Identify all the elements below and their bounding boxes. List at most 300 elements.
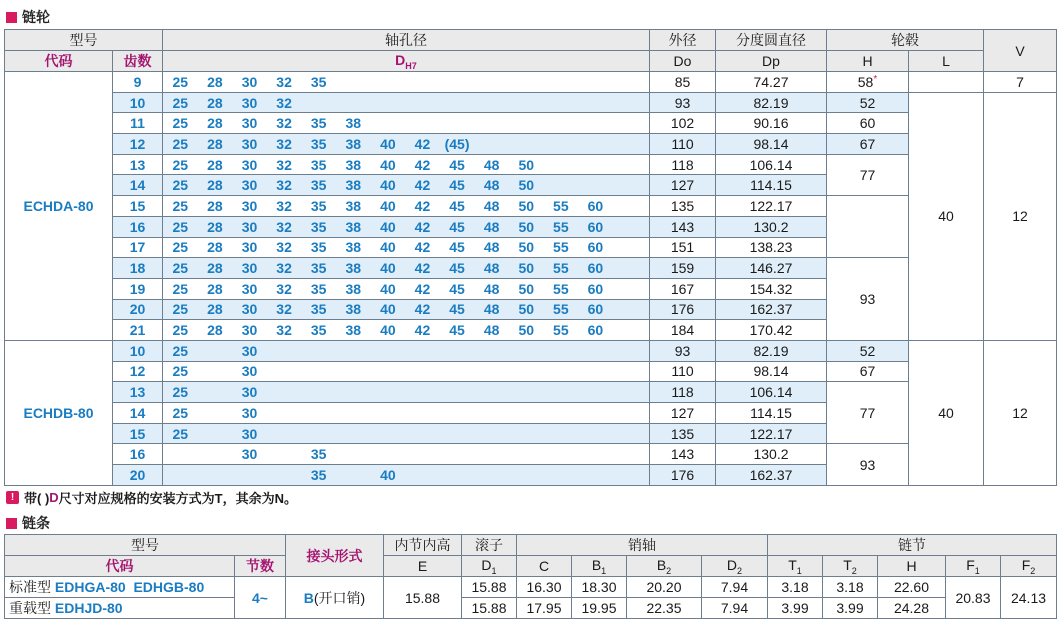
bore-value: 40 [380, 301, 396, 318]
dp-cell: 114.15 [716, 175, 827, 196]
bore-value: 35 [310, 239, 327, 256]
bore-list [163, 465, 650, 486]
bore-value: 32 [276, 280, 292, 297]
header-l: L [909, 51, 984, 72]
dp-cell: 82.19 [716, 92, 827, 113]
h-cell-93: 93 [827, 444, 909, 485]
chain-cell: 24.28 [878, 598, 946, 619]
bore-value: 48 [483, 156, 500, 173]
bore-value: 45 [449, 156, 465, 173]
bore-value: 42 [414, 301, 431, 318]
bore-value: 42 [414, 156, 431, 173]
teeth-cell: 13 [113, 382, 163, 403]
bore-value: 60 [587, 301, 604, 318]
bore-value: 25 [172, 239, 189, 256]
dp-cell: 122.17 [716, 423, 827, 444]
bore-list [163, 258, 650, 279]
bore-value: 38 [345, 218, 362, 235]
bore-value: 30 [241, 280, 258, 297]
bore-value: 35 [310, 466, 327, 483]
bore-value: 25 [172, 342, 189, 359]
bore-value: 35 [310, 218, 327, 235]
do-cell: 102 [650, 113, 716, 134]
bore-value: 48 [483, 218, 500, 235]
dp-cell: 138.23 [716, 237, 827, 258]
bore-value: 50 [518, 301, 535, 318]
bore-value: 38 [345, 156, 362, 173]
chain-header-d1: $D_1$ [462, 556, 517, 577]
bore-list [163, 216, 650, 237]
bore-value: 25 [172, 301, 189, 318]
h-cell [827, 113, 909, 134]
teeth-cell: 20 [113, 465, 163, 486]
bore-list [163, 278, 650, 299]
dp-cell: 170.42 [716, 320, 827, 341]
do-cell: 118 [650, 382, 716, 403]
bore-value: 32 [276, 94, 292, 111]
bore-value: 35 [310, 197, 327, 214]
header-do: Do [650, 51, 716, 72]
bore-value: 28 [207, 280, 223, 297]
h-value: 58 [857, 73, 874, 90]
chain-row-standard [5, 577, 1057, 598]
bore-list [163, 134, 650, 155]
chain-cell: 19.95 [572, 598, 627, 619]
bore-value: 25 [172, 404, 189, 421]
bore-value: 32 [276, 301, 292, 318]
bore-value: 40 [380, 197, 396, 214]
bore-list [163, 72, 650, 93]
bore-value: 28 [207, 177, 223, 194]
bore-value: 60 [587, 239, 604, 256]
bore-value: 42 [414, 260, 431, 277]
bore-value: 38 [345, 322, 362, 339]
bore-value: 38 [345, 301, 362, 318]
bore-value: 28 [207, 156, 223, 173]
dp-cell: 74.27 [716, 72, 827, 93]
table-row [5, 382, 1057, 403]
h-cell [827, 72, 909, 93]
bore-value: 30 [241, 177, 258, 194]
chain-f1: 20.83 [946, 577, 1001, 619]
do-cell: 159 [650, 258, 716, 279]
bore-value: 60 [587, 197, 604, 214]
header-v: V [984, 30, 1057, 72]
chain-cell: 22.35 [627, 598, 702, 619]
bore-value: 35 [310, 446, 327, 463]
bore-value: 38 [345, 135, 362, 152]
bore-value: 50 [518, 280, 535, 297]
section-square-icon [6, 12, 17, 23]
v-cell: 12 [984, 92, 1057, 340]
l-cell-blank [909, 72, 984, 93]
bore-list [163, 340, 650, 361]
bore-value: 25 [172, 280, 189, 297]
bore-value: 48 [483, 197, 500, 214]
bore-value: 50 [518, 218, 535, 235]
dp-cell: 114.15 [716, 403, 827, 424]
h-cell-77: 77 [827, 382, 909, 444]
table-row [5, 361, 1057, 382]
bore-value: 55 [553, 218, 569, 235]
do-cell: 143 [650, 216, 716, 237]
table-row [5, 340, 1057, 361]
bore-value: 28 [207, 135, 223, 152]
header-shaft-bore: 轴孔径 [163, 30, 650, 51]
bore-list [163, 196, 650, 217]
table-row [5, 92, 1057, 113]
h-cell: 52 [827, 340, 909, 361]
bore-value: 42 [414, 177, 431, 194]
bore-value: 40 [380, 135, 396, 152]
chain-header-b2: $B_2$ [627, 556, 702, 577]
bore-value: 48 [483, 177, 500, 194]
chain-header-code: 代码 [5, 556, 235, 577]
bore-value: 38 [345, 260, 362, 277]
bore-value: 45 [449, 197, 465, 214]
bore-value: 50 [518, 239, 535, 256]
table-row [5, 72, 1057, 93]
bore-value: 25 [172, 260, 189, 277]
bore-value: 42 [414, 239, 431, 256]
dp-cell: 90.16 [716, 113, 827, 134]
header-outer-dia: 外径 [650, 30, 716, 51]
bore-value: 30 [241, 135, 258, 152]
bore-list [163, 299, 650, 320]
bore-value: 35 [310, 135, 327, 152]
do-cell: 167 [650, 278, 716, 299]
bore-value: 30 [241, 322, 258, 339]
bore-value: 30 [241, 197, 258, 214]
header-dp: Dp [716, 51, 827, 72]
bore-value: 30 [241, 404, 258, 421]
bore-value: 30 [241, 115, 258, 132]
bore-value: 35 [310, 115, 327, 132]
teeth-cell: 10 [113, 340, 163, 361]
bore-value: 30 [241, 156, 258, 173]
dp-cell: 106.14 [716, 382, 827, 403]
bore-value: 40 [380, 322, 396, 339]
bore-value: 60 [587, 280, 604, 297]
teeth-cell: 16 [113, 444, 163, 465]
bore-value: 32 [276, 73, 292, 90]
chain-header-e: E [384, 556, 462, 577]
chain-cell: 3.99 [823, 598, 878, 619]
chain-cell: 7.94 [702, 598, 768, 619]
bore-value: 48 [483, 239, 500, 256]
bore-value: 32 [276, 197, 292, 214]
bore-value: 45 [449, 177, 465, 194]
teeth-cell: 9 [113, 72, 163, 93]
header-hub: 轮毂 [827, 30, 984, 51]
chain-header-b1: $B_1$ [572, 556, 627, 577]
chain-cell: 15.88 [462, 577, 517, 598]
bore-value: 38 [345, 197, 362, 214]
chain-header-inner: 内节内高 [384, 535, 462, 556]
bore-list [163, 154, 650, 175]
bore-value: 42 [414, 322, 431, 339]
note-icon: ! [6, 491, 19, 504]
bore-value: 28 [207, 260, 223, 277]
chain-cell: 22.60 [878, 577, 946, 598]
teeth-cell: 12 [113, 134, 163, 155]
bore-value: 35 [310, 156, 327, 173]
bore-value: 42 [414, 280, 431, 297]
bore-value: 35 [310, 177, 327, 194]
chain-header-links: 节数 [235, 556, 286, 577]
h-cell-93: 93 [827, 258, 909, 341]
bore-value: 30 [241, 363, 258, 380]
do-cell: 110 [650, 134, 716, 155]
h-value: 60 [859, 115, 876, 132]
bore-value: 32 [276, 260, 292, 277]
bore-value: 60 [587, 218, 604, 235]
teeth-cell: 20 [113, 299, 163, 320]
bore-value: 25 [172, 177, 189, 194]
bore-value: 35 [310, 260, 327, 277]
bore-value: 30 [241, 446, 258, 463]
dp-cell: 82.19 [716, 340, 827, 361]
bore-value: 45 [449, 301, 465, 318]
chain-section-title: 链条 [6, 513, 50, 533]
bore-value: 50 [518, 322, 535, 339]
model-code-echda: ECHDA-80 [5, 72, 113, 341]
bore-value: 25 [172, 363, 189, 380]
chain-header-joint: 接头形式 [286, 535, 384, 577]
chain-joint: B(开口销) [286, 577, 384, 619]
header-h: H [827, 51, 909, 72]
bore-value: 35 [310, 73, 327, 90]
bore-value: 30 [241, 73, 258, 90]
teeth-cell: 11 [113, 113, 163, 134]
table-row [5, 113, 1057, 134]
teeth-cell: 19 [113, 278, 163, 299]
dp-cell: 130.2 [716, 216, 827, 237]
bore-value: 55 [553, 280, 569, 297]
bore-value: (45) [444, 135, 470, 152]
bore-value: 30 [241, 218, 258, 235]
do-cell: 184 [650, 320, 716, 341]
h-value: 52 [859, 94, 876, 111]
bore-value: 55 [553, 322, 569, 339]
do-cell: 176 [650, 465, 716, 486]
teeth-cell: 15 [113, 423, 163, 444]
bore-value: 42 [414, 135, 431, 152]
teeth-cell: 18 [113, 258, 163, 279]
dp-cell: 162.37 [716, 299, 827, 320]
chain-header-d2: $D_2$ [702, 556, 768, 577]
bore-value: 60 [587, 260, 604, 277]
chain-cell: 20.20 [627, 577, 702, 598]
h-cell-77: 77 [827, 154, 909, 195]
dp-cell: 154.32 [716, 278, 827, 299]
bore-value: 40 [380, 280, 396, 297]
bore-value: 25 [172, 73, 189, 90]
chain-header-link: 链节 [768, 535, 1057, 556]
bore-value: 28 [207, 115, 223, 132]
do-cell: 135 [650, 196, 716, 217]
do-cell: 127 [650, 403, 716, 424]
bore-value: 28 [207, 197, 223, 214]
bore-value: 40 [380, 466, 396, 483]
teeth-cell: 12 [113, 361, 163, 382]
chain-header-model: 型号 [5, 535, 286, 556]
chain-cell: 15.88 [462, 598, 517, 619]
bore-list [163, 237, 650, 258]
teeth-cell: 14 [113, 175, 163, 196]
bore-value: 25 [172, 384, 189, 401]
bore-value: 50 [518, 197, 535, 214]
bore-value: 38 [345, 239, 362, 256]
bore-value: 40 [380, 260, 396, 277]
bore-value: 25 [172, 322, 189, 339]
bore-value: 25 [172, 135, 189, 152]
table-row [5, 196, 1057, 217]
h-cell [827, 92, 909, 113]
header-teeth: 齿数 [113, 51, 163, 72]
bore-value: 28 [207, 301, 223, 318]
bore-value: 28 [207, 94, 223, 111]
teeth-cell: 17 [113, 237, 163, 258]
bore-value: 32 [276, 115, 292, 132]
chain-header-roller: 滚子 [462, 535, 517, 556]
bore-list [163, 175, 650, 196]
header-pitch-dia: 分度圆直径 [716, 30, 827, 51]
chain-header-t2: $T_2$ [823, 556, 878, 577]
bore-value: 50 [518, 260, 535, 277]
bore-value: 40 [380, 177, 396, 194]
bore-value: 28 [207, 239, 223, 256]
bore-value: 42 [414, 218, 431, 235]
do-cell: 143 [650, 444, 716, 465]
bore-value: 45 [449, 218, 465, 235]
l-cell: 40 [909, 92, 984, 340]
bore-value: 45 [449, 239, 465, 256]
bore-value: 25 [172, 218, 189, 235]
dp-cell: 98.14 [716, 361, 827, 382]
table-row [5, 154, 1057, 175]
header-dh7: $D_{H7}$ [163, 51, 650, 72]
dp-cell: 98.14 [716, 134, 827, 155]
bore-value: 48 [483, 322, 500, 339]
do-cell: 85 [650, 72, 716, 93]
bore-value: 45 [449, 280, 465, 297]
do-cell: 118 [650, 154, 716, 175]
bore-value: 32 [276, 322, 292, 339]
chain-cell: 7.94 [702, 577, 768, 598]
teeth-cell: 16 [113, 216, 163, 237]
chain-cell: 17.95 [517, 598, 572, 619]
sprocket-section-title: 链轮 [6, 7, 50, 27]
chain-header-c: C [517, 556, 572, 577]
bore-value: 25 [172, 115, 189, 132]
bore-list [163, 444, 650, 465]
table-row [5, 444, 1057, 465]
bore-value: 30 [241, 425, 258, 442]
do-cell: 93 [650, 340, 716, 361]
bore-value: 60 [587, 322, 604, 339]
teeth-cell: 10 [113, 92, 163, 113]
h-star-mark: * [873, 73, 878, 85]
v-cell: 12 [984, 340, 1057, 485]
h-cell-blank [827, 196, 909, 258]
bore-value: 30 [241, 260, 258, 277]
h-cell: 67 [827, 361, 909, 382]
section-square-icon [6, 518, 17, 529]
chain-code-heavy: 重载型 EDHJD-80 [5, 598, 235, 619]
bore-value: 38 [345, 115, 362, 132]
model-code-echdb: ECHDB-80 [5, 340, 113, 485]
chain-e: 15.88 [384, 577, 462, 619]
bore-value: 32 [276, 177, 292, 194]
bore-value: 55 [553, 260, 569, 277]
bore-value: 38 [345, 177, 362, 194]
header-model: 型号 [5, 30, 163, 51]
dp-cell: 146.27 [716, 258, 827, 279]
bore-value: 32 [276, 239, 292, 256]
v-cell: 7 [984, 72, 1057, 93]
bore-list [163, 92, 650, 113]
header-code: 代码 [5, 51, 113, 72]
bore-value: 32 [276, 218, 292, 235]
bore-value: 40 [380, 156, 396, 173]
bore-value: 30 [241, 94, 258, 111]
h-cell [827, 134, 909, 155]
l-cell: 40 [909, 340, 984, 485]
chain-cell: 18.30 [572, 577, 627, 598]
chain-cell: 3.18 [823, 577, 878, 598]
bore-value: 48 [483, 260, 500, 277]
bore-value: 25 [172, 156, 189, 173]
bore-value: 30 [241, 239, 258, 256]
bore-list [163, 361, 650, 382]
dp-cell: 162.37 [716, 465, 827, 486]
table-row [5, 258, 1057, 279]
chain-header-f2: $F_2$ [1001, 556, 1057, 577]
bore-value: 25 [172, 425, 189, 442]
bore-value: 25 [172, 94, 189, 111]
mounting-note: ! 带( ) D 尺寸对应规格的安装方式为T，其余为N。 [6, 488, 297, 507]
chain-cell: 16.30 [517, 577, 572, 598]
do-cell: 135 [650, 423, 716, 444]
bore-value: 28 [207, 322, 223, 339]
bore-value: 45 [449, 260, 465, 277]
bore-value: 30 [241, 384, 258, 401]
chain-cell: 3.99 [768, 598, 823, 619]
dp-cell: 130.2 [716, 444, 827, 465]
chain-code-standard: 标准型 EDHGA-80 EDHGB-80 [5, 577, 235, 598]
bore-value: 38 [345, 280, 362, 297]
bore-list [163, 320, 650, 341]
bore-value: 35 [310, 301, 327, 318]
bore-value: 28 [207, 73, 223, 90]
teeth-cell: 13 [113, 154, 163, 175]
do-cell: 93 [650, 92, 716, 113]
chain-header-f1: $F_1$ [946, 556, 1001, 577]
bore-value: 32 [276, 135, 292, 152]
bore-value: 55 [553, 239, 569, 256]
chain-header-pin: 销轴 [517, 535, 768, 556]
bore-value: 45 [449, 322, 465, 339]
chain-row-heavy [5, 598, 1057, 619]
bore-value: 48 [483, 301, 500, 318]
bore-value: 50 [518, 156, 535, 173]
h-value: 67 [859, 135, 876, 152]
bore-value: 30 [241, 342, 258, 359]
chain-table [4, 534, 1057, 619]
bore-value: 42 [414, 197, 431, 214]
chain-header-t1: $T_1$ [768, 556, 823, 577]
